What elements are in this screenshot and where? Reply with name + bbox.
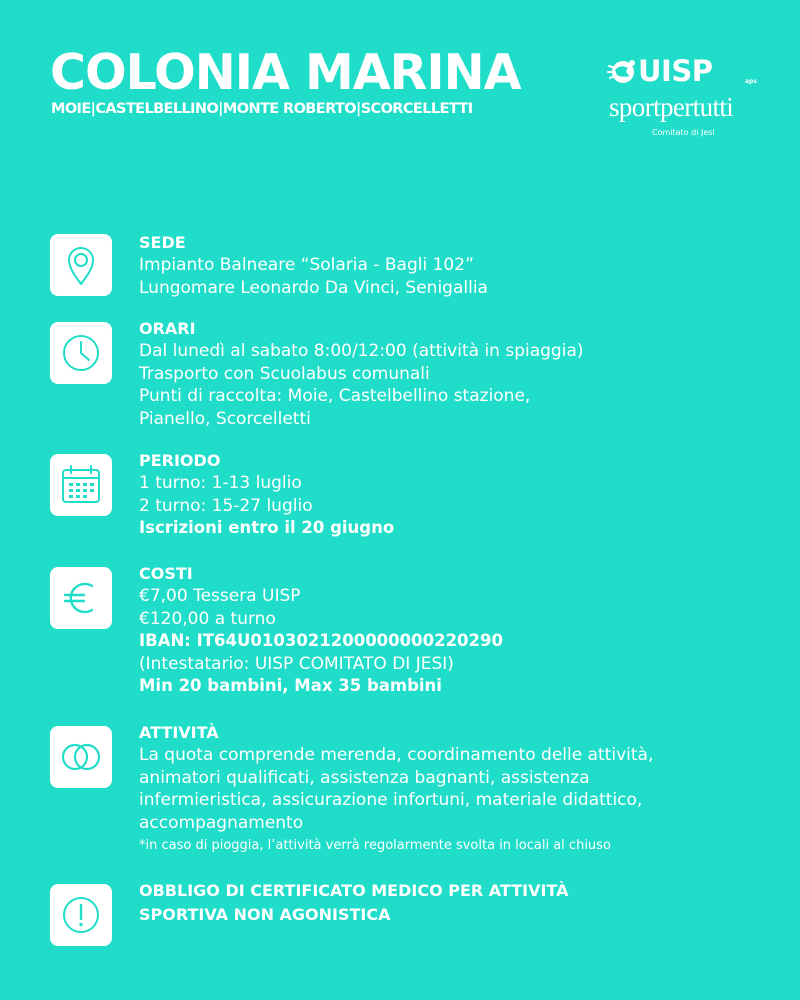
logo-tagline: sportpertutti (609, 92, 734, 122)
costi-text (139, 563, 779, 698)
rings-icon (57, 737, 105, 777)
obbligo-icon-box (50, 884, 112, 946)
page-title: COLONIA MARINA (50, 44, 521, 101)
periodo-icon-box (50, 454, 112, 516)
sede-line: Impianto Balneare “Solaria - Bagli 102” (139, 255, 474, 275)
costi-icon-box (50, 567, 112, 629)
clock-icon (59, 331, 103, 375)
orari-line: Trasporto con Scuolabus comunali (139, 363, 430, 384)
orari-heading: ORARI (139, 319, 196, 338)
obbligo-line: SPORTIVA NON AGONISTICA (139, 905, 391, 924)
costi-membership: €7,00 Tessera UISP (139, 586, 301, 606)
periodo-text (139, 450, 779, 540)
periodo-line: 2 turno: 15-27 luglio (139, 495, 313, 516)
sede-text (139, 232, 779, 299)
runner-globe-icon (606, 56, 640, 86)
logo-mark (606, 53, 713, 88)
logo-aps: aps (745, 78, 757, 85)
obbligo-line: OBBLIGO DI CERTIFICATO MEDICO PER ATTIVITÀ (139, 881, 569, 900)
exclamation-circle-icon (59, 893, 103, 937)
attivita-icon-box (50, 726, 112, 788)
sede-line: Lungomare Leonardo Da Vinci, Senigallia (139, 277, 488, 298)
attivita-line: La quota comprende merenda, coordinamento delle attività, (139, 745, 654, 765)
logo-brand: UISP (638, 53, 713, 88)
periodo-line: 1 turno: 1-13 luglio (139, 473, 302, 493)
costi-holder: (Intestatario: UISP COMITATO DI JESI) (139, 653, 454, 674)
orari-icon-box (50, 322, 112, 384)
sede-icon-box (50, 234, 112, 296)
logo-committee: Comitato di Jesi (652, 128, 715, 137)
costi-per-turn: €120,00 a turno (139, 608, 276, 629)
uisp-logo (606, 54, 756, 144)
attivita-line: animatori qualificati, assistenza bagnanti, assistenza (139, 767, 590, 788)
attivita-heading: ATTIVITÀ (139, 723, 219, 742)
attivita-line: infermieristica, assicurazione infortuni, materiale didattico, (139, 790, 643, 810)
attivita-note: *in caso di pioggia, l’attività verrà regolarmente svolta in locali al chiuso (139, 838, 611, 853)
orari-text (139, 318, 779, 430)
euro-icon (59, 576, 103, 620)
periodo-heading: PERIODO (139, 451, 221, 470)
calendar-icon (58, 463, 104, 507)
attivita-line: accompagnamento (139, 812, 304, 833)
orari-line: Punti di raccolta: Moie, Castelbellino stazione, (139, 386, 531, 406)
location-pin-icon (61, 243, 101, 287)
periodo-deadline: Iscrizioni entro il 20 giugno (139, 518, 395, 537)
attivita-text (139, 722, 779, 856)
costi-capacity: Min 20 bambini, Max 35 bambini (139, 676, 442, 695)
obbligo-text (139, 879, 779, 927)
costi-iban: IBAN: IT64U0103021200000000220290 (139, 631, 503, 650)
costi-heading: COSTI (139, 564, 193, 583)
orari-line: Pianello, Scorcelletti (139, 408, 311, 429)
sede-heading: SEDE (139, 233, 186, 252)
orari-line: Dal lunedì al sabato 8:00/12:00 (attività in spiaggia) (139, 341, 584, 361)
locations-subtitle: MOIE|CASTELBELLINO|MONTE ROBERTO|SCORCELLETTI (51, 101, 473, 117)
